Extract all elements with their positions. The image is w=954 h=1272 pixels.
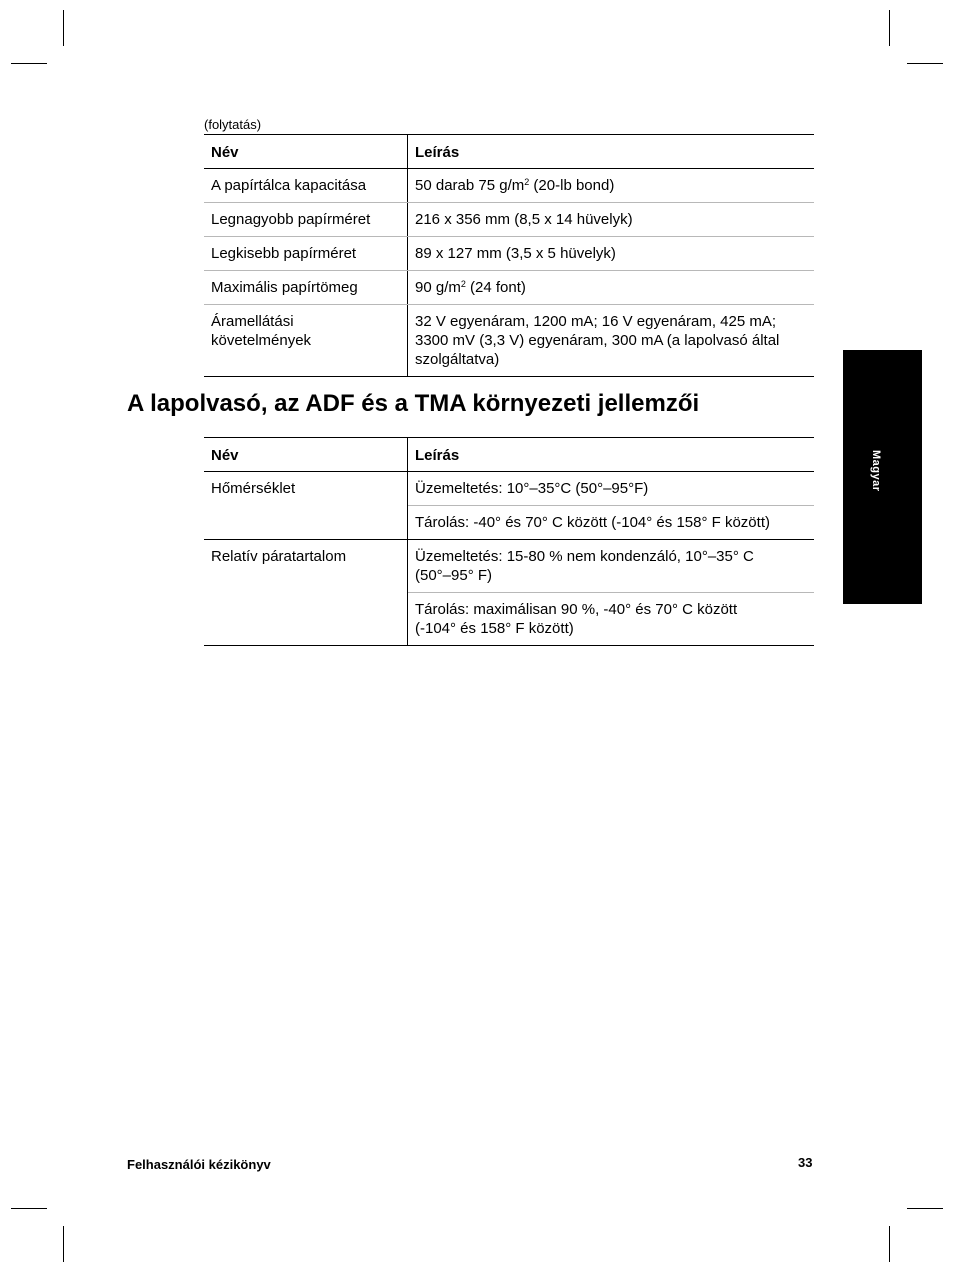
crop-mark — [889, 1226, 890, 1262]
row-name: Maximális papírtömeg — [204, 271, 408, 305]
row-name: A papírtálca kapacitása — [204, 169, 408, 203]
row-description: 216 x 356 mm (8,5 x 14 hüvelyk) — [408, 203, 815, 237]
table-row — [204, 472, 814, 506]
row-name: Relatív páratartalom — [204, 540, 408, 646]
table-row — [204, 237, 814, 271]
row-description: 32 V egyenáram, 1200 mA; 16 V egyenáram, 425 mA; 3300 mV (3,3 V) egyenáram, 300 mA (a lapolvasó által szolgáltatva) — [408, 305, 815, 377]
row-description: 89 x 127 mm (3,5 x 5 hüvelyk) — [408, 237, 815, 271]
crop-mark — [63, 10, 64, 46]
row-name: Hőmérséklet — [204, 472, 408, 540]
column-header-description: Leírás — [408, 135, 815, 169]
specs-table-continued — [204, 134, 814, 377]
row-name: Áramellátási követelmények — [204, 305, 408, 377]
section-heading: A lapolvasó, az ADF és a TMA környezeti jellemzői — [127, 390, 700, 417]
row-name: Legkisebb papírméret — [204, 237, 408, 271]
table-row — [204, 169, 814, 203]
row-description: Üzemeltetés: 10°–35°C (50°–95°F) — [408, 472, 815, 506]
table-row — [204, 271, 814, 305]
table-header-row — [204, 438, 814, 472]
table-row — [204, 203, 814, 237]
crop-mark — [11, 1208, 47, 1209]
environment-table — [204, 437, 814, 646]
column-header-description: Leírás — [408, 438, 815, 472]
column-header-name: Név — [204, 135, 408, 169]
continued-label: (folytatás) — [204, 117, 262, 132]
column-header-name: Név — [204, 438, 408, 472]
crop-mark — [889, 10, 890, 46]
row-description: Üzemeltetés: 15-80 % nem kondenzáló, 10°–35° C (50°–95° F) — [408, 540, 815, 593]
row-name: Legnagyobb papírméret — [204, 203, 408, 237]
row-description: Tárolás: maximálisan 90 %, -40° és 70° C között (-104° és 158° F között) — [408, 593, 815, 646]
footer-title: Felhasználói kézikönyv — [127, 1157, 271, 1172]
row-description: 50 darab 75 $g/m^2$ (20-lb bond) — [408, 169, 815, 203]
crop-mark — [63, 1226, 64, 1262]
table-row — [204, 540, 814, 593]
crop-mark — [907, 63, 943, 64]
row-description: 90 $g/m^2$ (24 font) — [408, 271, 815, 305]
row-description: Tárolás: -40° és 70° C között (-104° és 158° F között) — [408, 506, 815, 540]
side-tab-label: Magyar — [870, 450, 882, 492]
page-number: 33 — [798, 1155, 813, 1170]
table-header-row — [204, 135, 814, 169]
crop-mark — [907, 1208, 943, 1209]
crop-mark — [11, 63, 47, 64]
table-row — [204, 305, 814, 377]
language-side-tab — [843, 350, 922, 604]
